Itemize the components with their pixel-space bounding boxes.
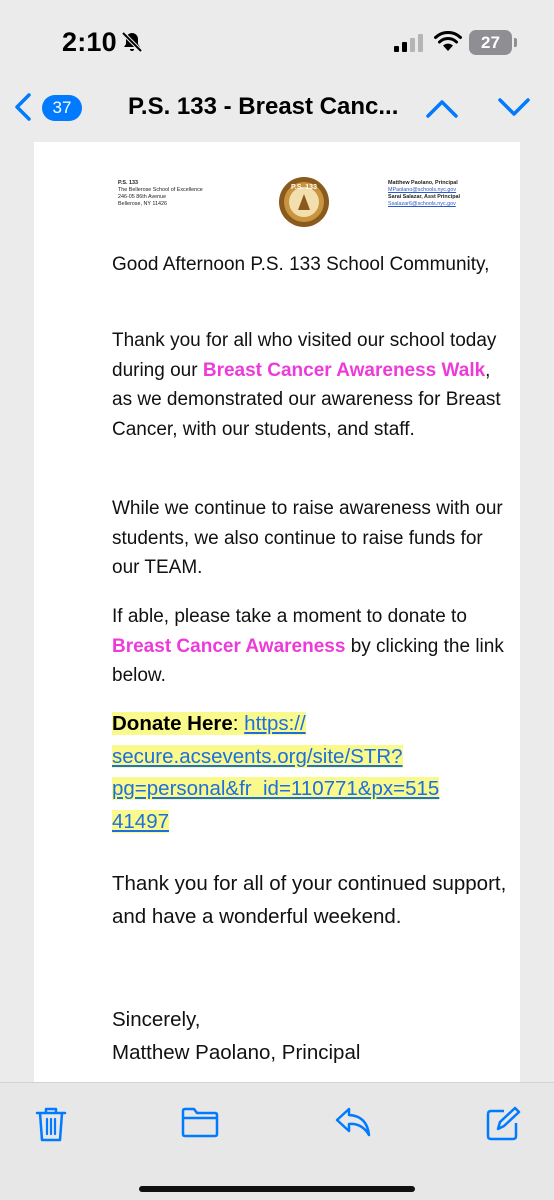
mail-toolbar: [0, 1082, 554, 1200]
walk-event-highlight: Breast Cancer Awareness Walk: [202, 359, 486, 381]
principal-name: Matthew Paolano, Principal: [388, 180, 458, 186]
donate-separator: :: [232, 712, 245, 735]
wifi-icon: [434, 31, 462, 58]
school-logo: [278, 176, 330, 228]
svg-text:P.S. 133: P.S. 133: [291, 184, 317, 191]
closing-paragraph: Thank you for all of your continued support, and have a wonderful weekend.: [112, 872, 507, 928]
bell-slash-icon: [120, 30, 144, 59]
donate-link-block: [112, 708, 512, 838]
donate-text-end: by clicking the link below.: [112, 635, 504, 686]
school-address-block: [118, 180, 238, 208]
email-page: [34, 142, 520, 1082]
donate-here-label: Donate Here: [112, 712, 233, 735]
greeting-paragraph: Good Afternoon P.S. 133 School Community,: [112, 254, 490, 275]
previous-message-chevron-up-icon[interactable]: [424, 96, 460, 125]
walk-text-start: Thank you for all who visited our school today during our: [112, 330, 497, 381]
signature-name: Matthew Paolano, Principal: [112, 1040, 361, 1064]
asst-principal-email-link[interactable]: Ssalazar6@schools.nyc.gov: [388, 201, 456, 207]
home-indicator[interactable]: [139, 1186, 415, 1192]
administration-contacts: [388, 180, 512, 208]
school-address-line1: 246-05 86th Avenue: [118, 194, 167, 200]
donate-link[interactable]: https:// secure.acsevents.org/site/STR? pg=personal&fr_id=110771&px=515 41497: [112, 712, 440, 833]
signature-block: [112, 1004, 512, 1069]
status-time: 2:10: [62, 27, 117, 57]
walk-thanks-paragraph: [112, 326, 512, 444]
asst-principal-name: Sarai Salazar, Asst Principal: [388, 194, 461, 200]
signoff-text: Sincerely,: [112, 1008, 201, 1031]
school-tagline: The Bellerose School of Excellence: [118, 187, 203, 193]
donate-request-paragraph: [112, 602, 512, 691]
school-address-line2: Bellerose, NY 11426: [118, 201, 167, 207]
folder-icon[interactable]: [180, 1105, 220, 1144]
email-content[interactable]: [0, 142, 554, 1082]
battery-icon: [469, 30, 517, 55]
email-subject-title: P.S. 133 - Breast Canc...: [128, 93, 399, 120]
signal-icon: [394, 34, 424, 57]
fundraising-paragraph: While we continue to raise awareness with our students, we also continue to raise funds for our TEAM.: [112, 498, 503, 578]
walk-text-end: , as we demonstrated our awareness for Breast Cancer, with our students, and staff.: [112, 359, 501, 440]
school-letterhead: [118, 176, 512, 246]
mail-nav-bar: [0, 80, 554, 142]
principal-email-link[interactable]: MPaolano@schools.nyc.gov: [388, 187, 457, 193]
awareness-highlight: Breast Cancer Awareness: [112, 635, 346, 657]
school-name: P.S. 133: [118, 180, 138, 186]
unread-count-badge[interactable]: 37: [42, 95, 82, 121]
status-bar: [0, 0, 554, 80]
donate-text-start: If able, please take a moment to donate to: [112, 606, 467, 627]
trash-icon[interactable]: [34, 1105, 68, 1148]
next-message-chevron-down-icon[interactable]: [496, 96, 532, 125]
reply-icon[interactable]: [334, 1105, 372, 1144]
battery-level: 27: [481, 33, 500, 52]
compose-icon[interactable]: [484, 1105, 522, 1148]
back-chevron-icon[interactable]: [12, 92, 34, 122]
